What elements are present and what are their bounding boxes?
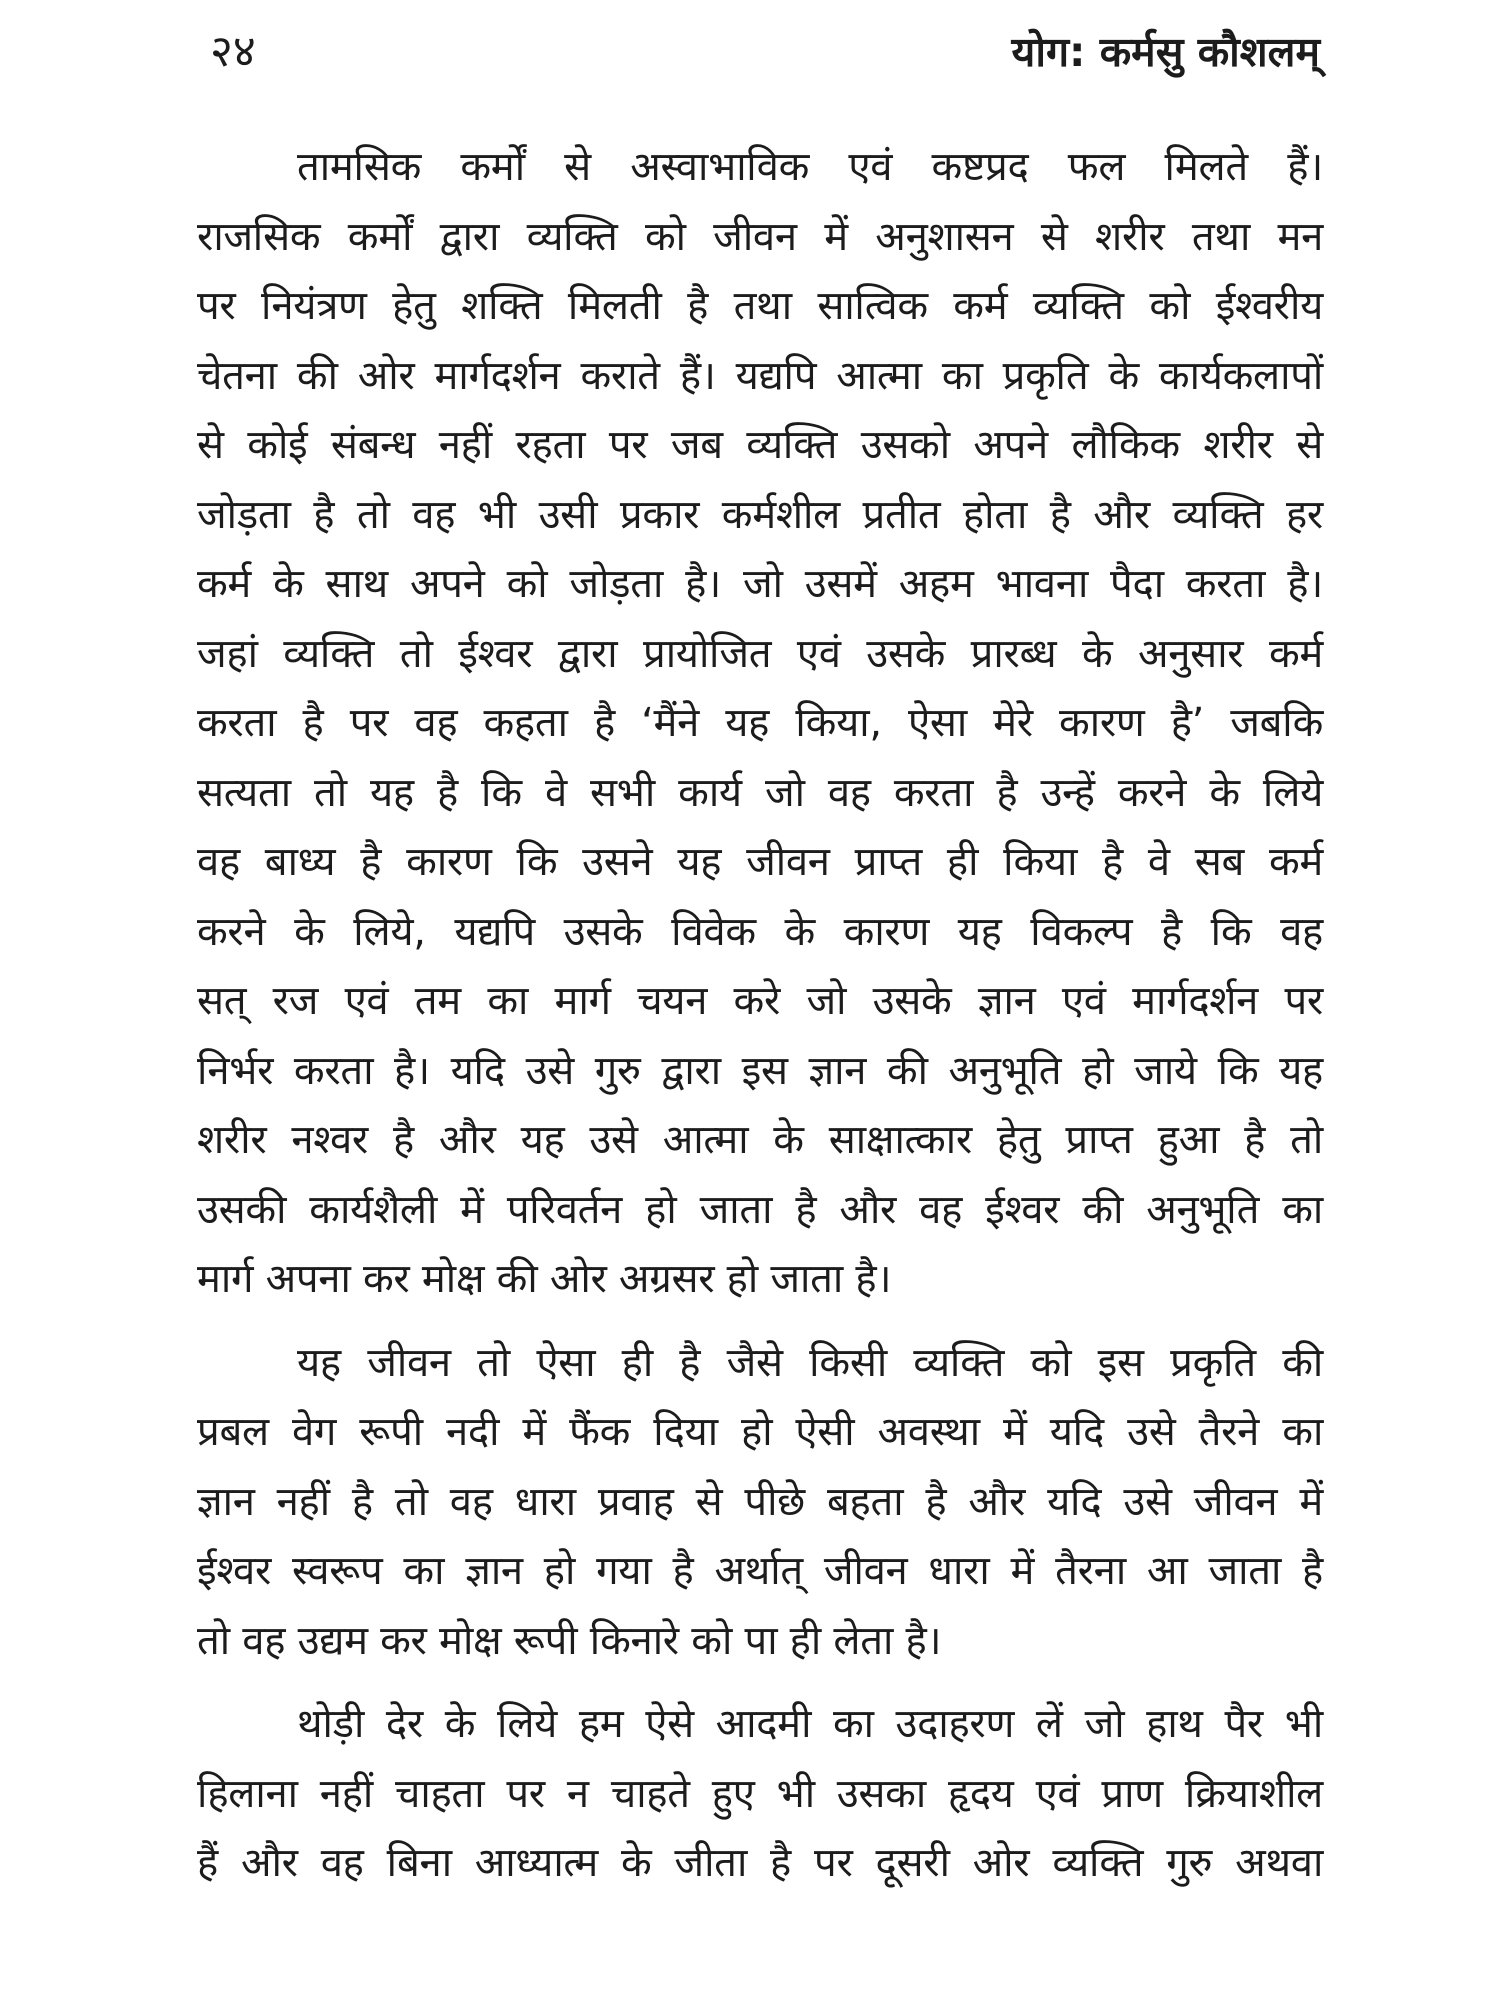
text-line: हिलाना नहीं चाहता पर न चाहते हुए भी उसका हृदय एवं प्राण क्रियाशील <box>197 1770 1323 1817</box>
page-number: २४ <box>210 26 256 77</box>
text-line: चेतना की ओर मार्गदर्शन कराते हैं। यद्यपि आत्मा का प्रकृति के कार्यकलापों <box>197 352 1323 399</box>
text-line: उसकी कार्यशैली में परिवर्तन हो जाता है और वह ईश्वर की अनुभूति का <box>197 1186 1323 1233</box>
paragraph-2 <box>197 1329 1323 1677</box>
text-line: सत्यता तो यह है कि वे सभी कार्य जो वह करता है उन्हें करने के लिये <box>197 769 1323 816</box>
text-line: तामसिक कर्मों से अस्वाभाविक एवं कष्टप्रद फल मिलते हैं। <box>297 144 1323 190</box>
text-line: हैं और वह बिना आध्यात्म के जीता है पर दूसरी ओर व्यक्ति गुरु अथवा <box>197 1840 1323 1886</box>
text-line: यह जीवन तो ऐसा ही है जैसे किसी व्यक्ति को इस प्रकृति की <box>297 1339 1323 1386</box>
text-line: ईश्वर स्वरूप का ज्ञान हो गया है अर्थात् जीवन धारा में तैरना आ जाता है <box>197 1548 1323 1594</box>
text-line: पर नियंत्रण हेतु शक्ति मिलती है तथा सात्विक कर्म व्यक्ति को ईश्वरीय <box>197 283 1323 329</box>
text-line: करने के लिये, यद्यपि उसके विवेक के कारण यह विकल्प है कि वह <box>197 908 1323 955</box>
text-line: कर्म के साथ अपने को जोड़ता है। जो उसमें अहम भावना पैदा करता है। <box>197 561 1323 607</box>
text-line: से कोई संबन्ध नहीं रहता पर जब व्यक्ति उसको अपने लौकिक शरीर से <box>197 422 1323 468</box>
text-line: निर्भर करता है। यदि उसे गुरु द्वारा इस ज्ञान की अनुभूति हो जाये कि यह <box>197 1047 1323 1094</box>
paragraph-1 <box>197 133 1323 1315</box>
text-line: राजसिक कर्मों द्वारा व्यक्ति को जीवन में अनुशासन से शरीर तथा मन <box>197 213 1323 260</box>
text-line: सत् रज एवं तम का मार्ग चयन करे जो उसके ज्ञान एवं मार्गदर्शन पर <box>197 978 1323 1024</box>
text-line: मार्ग अपना कर मोक्ष की ओर अग्रसर हो जाता है। <box>197 1256 892 1302</box>
text-line: जहां व्यक्ति तो ईश्वर द्वारा प्रायोजित एवं उसके प्रारब्ध के अनुसार कर्म <box>197 630 1323 677</box>
text-line: शरीर नश्वर है और यह उसे आत्मा के साक्षात्कार हेतु प्राप्त हुआ है तो <box>197 1117 1323 1163</box>
text-line: ज्ञान नहीं है तो वह धारा प्रवाह से पीछे बहता है और यदि उसे जीवन में <box>197 1478 1323 1525</box>
text-line: जोड़ता है तो वह भी उसी प्रकार कर्मशील प्रतीत होता है और व्यक्ति हर <box>197 491 1323 538</box>
text-line: प्रबल वेग रूपी नदी में फैंक दिया हो ऐसी अवस्था में यदि उसे तैरने का <box>197 1409 1323 1455</box>
body-text <box>197 133 1323 1899</box>
running-header-title: योग: कर्मसु कौशलम् <box>1011 28 1320 76</box>
text-line: करता है पर वह कहता है ‘मैंने यह किया, ऐसा मेरे कारण है’ जबकि <box>197 700 1323 746</box>
text-line: थोड़ी देर के लिये हम ऐसे आदमी का उदाहरण लें जो हाथ पैर भी <box>297 1701 1323 1747</box>
paragraph-3 <box>197 1690 1323 1899</box>
text-line: वह बाध्य है कारण कि उसने यह जीवन प्राप्त ही किया है वे सब कर्म <box>197 839 1323 885</box>
text-line: तो वह उद्यम कर मोक्ष रूपी किनारे को पा ही लेता है। <box>197 1617 942 1664</box>
